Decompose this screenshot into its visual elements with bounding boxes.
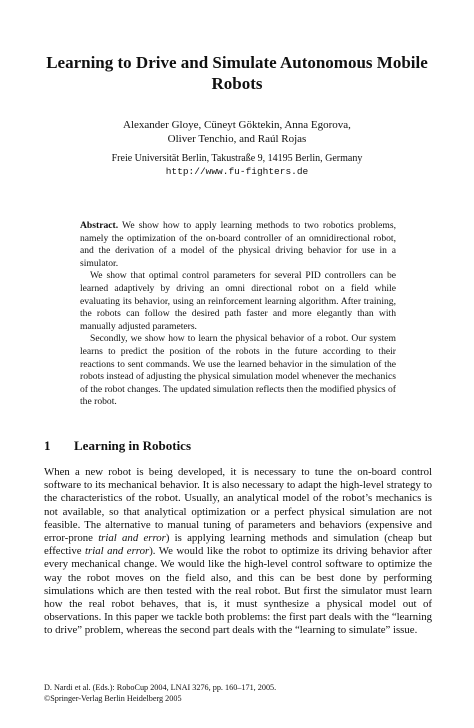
- section-body: [44, 466, 432, 638]
- section-heading: [44, 438, 434, 454]
- citation-footer: [44, 682, 434, 704]
- affiliation: Freie Universität Berlin, Takustraße 9, 14195 Berlin, Germany: [111, 153, 363, 164]
- abstract-text-1: We show how to apply learning methods to two robotics problems, namely the optimization of the on-board controller of an omnidirectional robot, and the derivation of a model of the physical driving behavior for use in a simulator.: [80, 220, 396, 269]
- section-title: Learning in Robotics: [74, 438, 192, 453]
- body-paragraph: [44, 466, 432, 638]
- paper-title: Learning to Drive and Simulate Autonomous Mobile Robots: [46, 53, 428, 93]
- authors-line-1: Alexander Gloye, Cüneyt Göktekin, Anna Egorova,: [123, 119, 351, 131]
- emphasis-trial-and-error-1: trial and error: [98, 532, 166, 545]
- abstract-label: Abstract.: [80, 220, 119, 231]
- abstract: [80, 220, 396, 409]
- citation-line: D. Nardi et al. (Eds.): RoboCup 2004, LNAI 3276, pp. 160–171, 2005.: [44, 683, 277, 692]
- body-text-2: ) is applying learning methods and simulation (cheap but effective: [44, 532, 432, 558]
- emphasis-trial-and-error-2: trial and error: [85, 545, 150, 558]
- body-text-3: ). We would like the robot to optimize its driving behavior after every mechanical change. We would like the high-level control software to optimize the way the robot moves on the field also, and this can be best done by performing simulations which are then tested with the real robot. But first the simulator must learn how the real robot behaves, that is, it must synthesize a physical model out of observations. In this paper we tackle both problems: the first part deals with the “learning to drive” problem, whereas the second part deals with the “learning to simulate” issue.: [44, 545, 432, 637]
- copyright-line: ©Springer-Verlag Berlin Heidelberg 2005: [44, 694, 182, 703]
- body-text-1: When a new robot is being developed, it is necessary to tune the on-board control software to its mechanical behavior. It is also necessary to adapt the high-level strategy to the characteristics of the robot. Usually, an analytical model of the robot’s mechanics is not available, so that analytical optimization or a perfect physical simulation are not feasible. The alternative to manual tuning of parameters and behaviors (expensive and error-prone: [44, 466, 432, 545]
- authors-line-2: Oliver Tenchio, and Raúl Rojas: [167, 133, 307, 145]
- author-list: [40, 118, 434, 146]
- section-number: 1: [44, 438, 51, 453]
- abstract-paragraph-2: We show that optimal control parameters for several PID controllers can be learned adaptively by driving an omni directional robot on a field while evaluating its behavior, using an reinforcement learning algorithm. After training, the robots can follow the desired path faster and more elegantly than with manually adjusted parameters.: [80, 270, 396, 332]
- abstract-paragraph-1: [80, 220, 396, 270]
- affiliation-block: [40, 152, 434, 178]
- abstract-paragraph-3: Secondly, we show how to learn the physical behavior of a robot. Our system learns to predict the position of the robots in the future according to their reactions to sent commands. We use the learned behavior in the simulation of the robots instead of adjusting the physical simulation model whenever the mechanics of the robot changes. The updated simulation reflects then the modified physics of the robot.: [80, 333, 396, 408]
- website-url[interactable]: http://www.fu-fighters.de: [165, 166, 309, 177]
